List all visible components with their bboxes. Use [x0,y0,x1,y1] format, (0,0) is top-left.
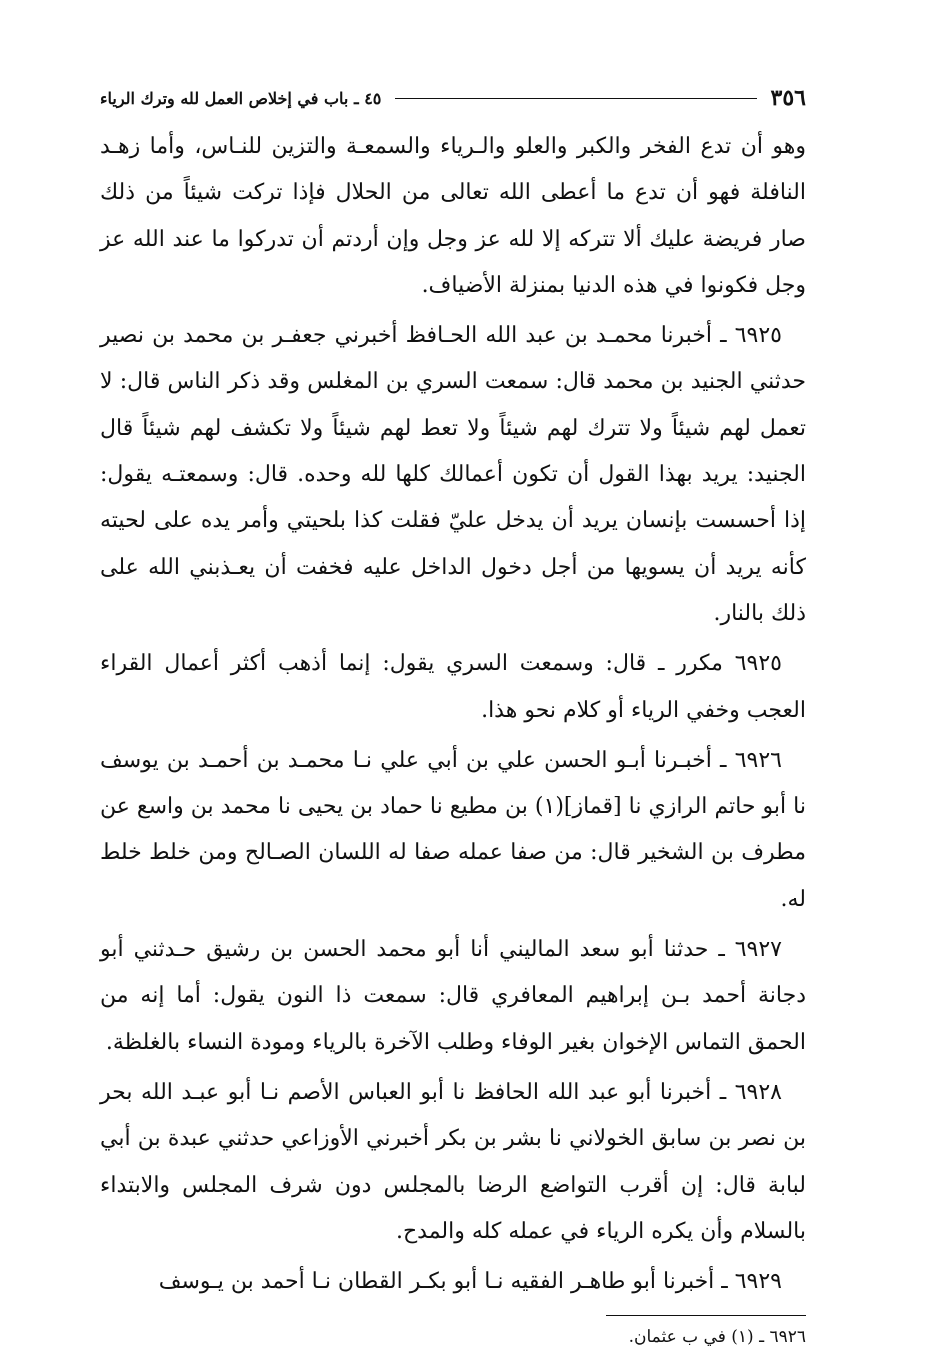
footnote: ٦٩٢٦ ـ (١) في ب عثمان. [628,1327,806,1348]
footnote-divider [606,1315,806,1316]
document-page [100,80,807,1348]
hadith-6925: ٦٩٢٥ ـ أخبرنا محمـد بن عبد الله الحـافظ أخبرني جعفـر بن محمد بن نصير حدثني الجنيد بن محمد قال: سمعت السري بن المغلس وقد ذكر الناس قال: لا تعمل لهم شيئاً ولا تترك لهم شيئاً ولا تعط لهم شيئاً ولا تكشف لهم شيئاً قال الجنيد: يريد بهذا القول أن تكون أعمالك كلها لله وحده. قال: وسمعتـه يقول: إذا أحسست بإنسان يريد أن يدخل عليّ فقلت كذا بلحيتي وأمر يده على لحيته كأنه يريد أن يسويها من أجل دخول الداخل عليه فخفت أن يعـذبني الله على ذلك بالنار. [100,323,806,626]
paragraph-continuation: وهو أن تدع الفخر والكبر والعلو والـرياء والسمعـة والتزين للنـاس، وأما زهـد النافلة فهو أن تدع ما أعطى الله تعالى من الحلال فإذا تركت شيئاً من ذلك صار فريضة عليك ألا تتركه إلا لله عز وجل وإن أردتم أن تدركوا ما عند الله عز وجل فكونوا في هذه الدنيا بمنزلة الأضياف. [100,134,806,298]
hadith-6929: ٦٩٢٩ ـ أخبرنا أبو طاهـر الفقيه نـا أبو بكـر القطان نـا أحمد بن يـوسف [158,1269,782,1295]
hadith-6927: ٦٩٢٧ ـ حدثنا أبو سعد الماليني أنا أبو محمد الحسن بن رشيق حـدثني أبو دجانة أحمد بـن إبراهيم المعافري قال: سمعت ذا النون يقول: أما إنه من الحمق التماس الإخوان بغير الوفاء وطلب الآخرة بالرياء ومودة النساء بالغلظة. [100,937,806,1055]
hadith-6928: ٦٩٢٨ ـ أخبرنا أبو عبد الله الحافظ نا أبو العباس الأصم نـا أبو عبـد الله بحر بن نصر بن سابق الخولاني نا بشر بن بكر أخبرني الأوزاعي حدثني عبدة بن أبي لبابة قال: إن أقرب التواضع الرضا بالمجلس دون شرف المجلس والابتداء بالسلام وأن يكره الرياء في عمله كله والمدح. [100,1079,806,1244]
body-text [100,124,806,1305]
hadith-6925-repeated: ٦٩٢٥ مكرر ـ قال: وسمعت السري يقول: إنما أذهب أكثر أعمال القراء العجب وخفي الرياء أو كلام نحو هذا. [100,651,806,723]
page-number: ٣٥٦ [770,85,806,111]
running-header [100,80,806,116]
hadith-6926: ٦٩٢٦ ـ أخبـرنا أبـو الحسن علي بن أبي علي نـا محمـد بن أحمـد بن يوسف نا أبو حاتم الرازي نا [قماز](١) بن مطيع نا حماد بن يحيى نا محمد بن واسع عن مطرف بن الشخير قال: من صفا عمله صفا له اللسان الصـالح ومن خلط خلط له. [100,747,807,912]
header-rule [395,98,756,99]
chapter-title: ٤٥ ـ باب في إخلاص العمل لله وترك الرياء [100,88,382,108]
